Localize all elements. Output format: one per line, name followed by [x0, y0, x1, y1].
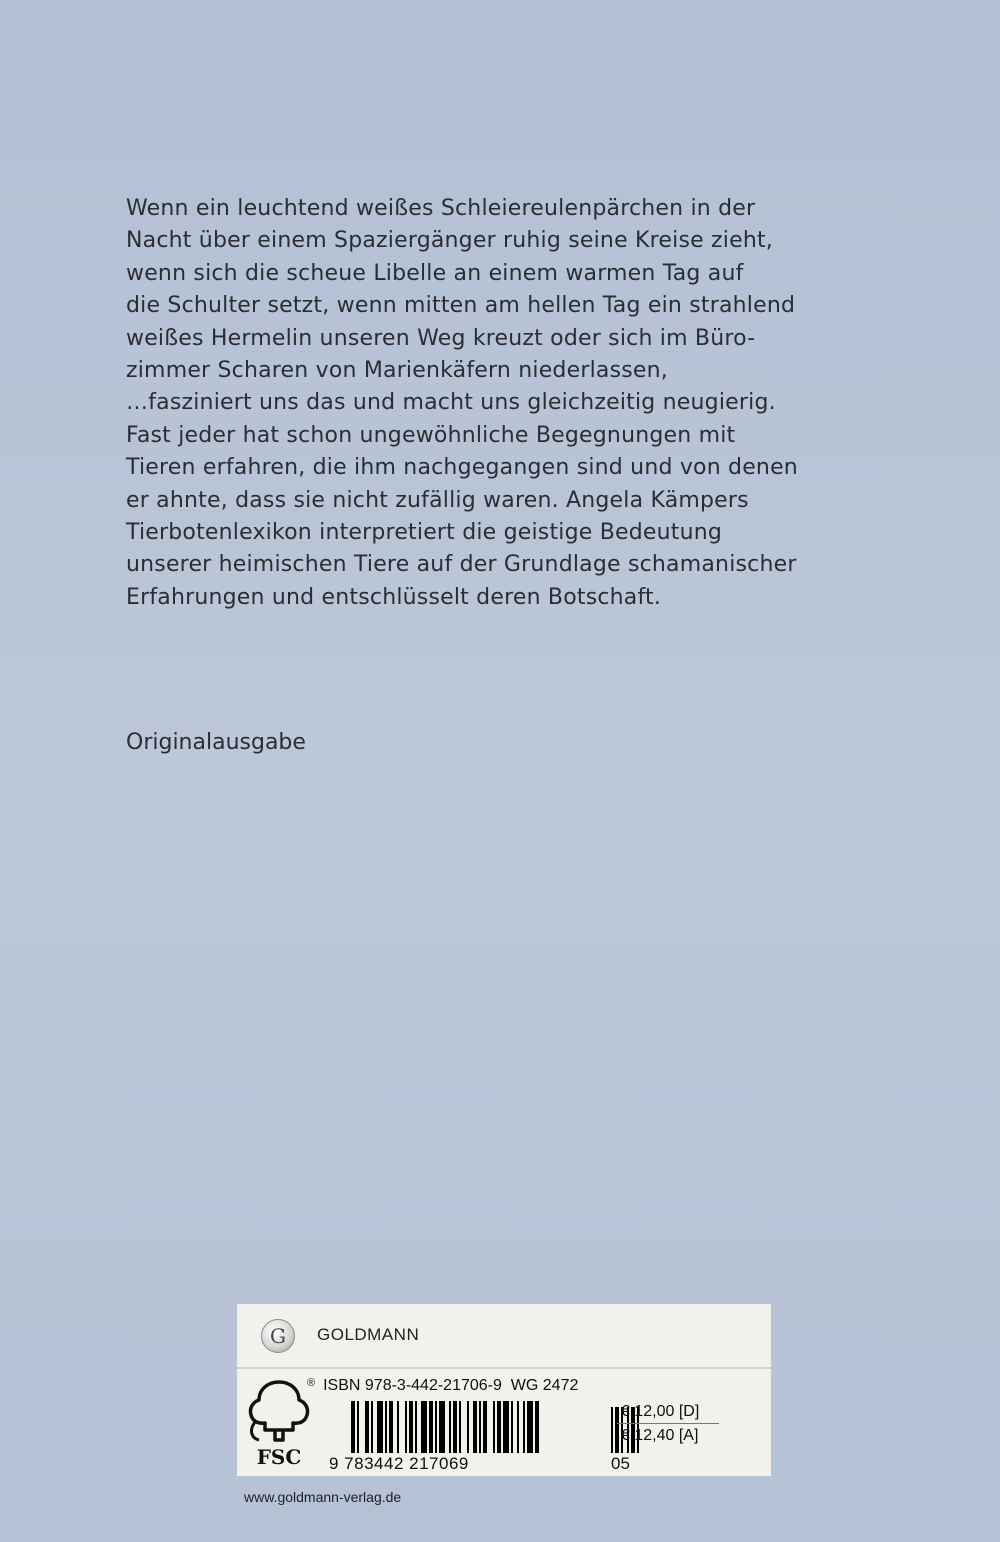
fsc-text: FSC [256, 1445, 302, 1469]
blurb-line: zimmer Scharen von Marienkäfern niederlassen, [126, 358, 668, 384]
barcode-bar [435, 1401, 437, 1453]
isbn: ISBN 978-3-442-21706-9 [323, 1377, 502, 1394]
barcode-bar [385, 1401, 387, 1453]
barcode-bar [397, 1401, 399, 1453]
barcode-bar [415, 1401, 417, 1453]
warengruppe: WG 2472 [510, 1377, 579, 1394]
barcode-bar [527, 1401, 533, 1453]
blurb-line: Wenn ein leuchtend weißes Schleiereulenpärchen in der [126, 196, 756, 221]
price-box [617, 1400, 719, 1447]
price-germany: € 12,00 [D] [617, 1400, 719, 1424]
publisher-url: www.goldmann-verlag.de [244, 1489, 402, 1505]
blurb-line: wenn sich die scheue Libelle an einem warmen Tag auf [126, 260, 744, 286]
barcode-bar [429, 1401, 433, 1453]
barcode-bar [409, 1401, 413, 1453]
barcode-bar [371, 1401, 373, 1453]
barcode-bar [511, 1401, 513, 1453]
barcode-bar [351, 1401, 355, 1453]
edition-note: Originalausgabe [126, 730, 306, 755]
barcode-bar [449, 1401, 451, 1453]
barcode-bar [459, 1401, 461, 1453]
barcode-bar [405, 1401, 407, 1453]
barcode-bar [421, 1401, 427, 1453]
blurb-line: Erfahrungen und entschlüsselt deren Botschaft. [126, 584, 662, 610]
barcode-bar [503, 1401, 509, 1453]
barcode-bar [483, 1401, 487, 1453]
blurb-line: Nacht über einem Spaziergänger ruhig seine Kreise zieht, [126, 228, 773, 254]
blurb-line: …fasziniert uns das und macht uns gleichzeitig neugierig. [126, 390, 776, 416]
blurb-line: Fast jeder hat schon ungewöhnliche Begegnungen mit [126, 422, 736, 448]
barcode-bar [439, 1401, 445, 1453]
barcode-bar [467, 1401, 469, 1453]
barcode-bar [389, 1401, 393, 1453]
publisher-name: GOLDMANN [317, 1325, 420, 1344]
blurb-text [126, 193, 846, 614]
barcode-bar [497, 1401, 501, 1453]
barcode-bar [357, 1401, 359, 1453]
blurb-line: weißes Hermelin unseren Weg kreuzt oder sich im Büro- [126, 325, 756, 351]
blurb-line: unserer heimischen Tiere auf der Grundlage schamanischer [126, 552, 797, 578]
barcode-bar [517, 1401, 519, 1453]
ean-barcode [349, 1401, 607, 1453]
barcode-bar [479, 1401, 481, 1453]
barcode-bar [365, 1401, 369, 1453]
goldmann-logo-icon: G [261, 1319, 295, 1353]
blurb-line: die Schulter setzt, wenn mitten am hellen Tag ein strahlend [126, 293, 796, 319]
barcode-bar [535, 1401, 539, 1453]
blurb-line: Tierbotenlexikon interpretiert die geistige Bedeutung [126, 520, 723, 546]
blurb-line: Tieren erfahren, die ihm nachgegangen sind und von denen [126, 455, 798, 481]
fsc-tree-icon [245, 1377, 316, 1470]
price-austria: € 12,40 [A] [621, 1427, 699, 1444]
barcode-bar [523, 1401, 525, 1453]
isbn-line [307, 1377, 578, 1395]
addon-bar [611, 1407, 613, 1453]
registered-mark: ® [307, 1377, 316, 1389]
barcode-bar [473, 1401, 477, 1453]
barcode-bar [377, 1401, 383, 1453]
barcode-bar [493, 1401, 495, 1453]
barcode-digits: 9 783442 217069 [329, 1454, 469, 1473]
addon-digits: 05 [611, 1454, 630, 1473]
barcode-label [237, 1304, 771, 1476]
barcode-bar [453, 1401, 457, 1453]
blurb-line: er ahnte, dass sie nicht zufällig waren. Angela Kämpers [126, 487, 749, 513]
publisher-brand [237, 1304, 771, 1369]
